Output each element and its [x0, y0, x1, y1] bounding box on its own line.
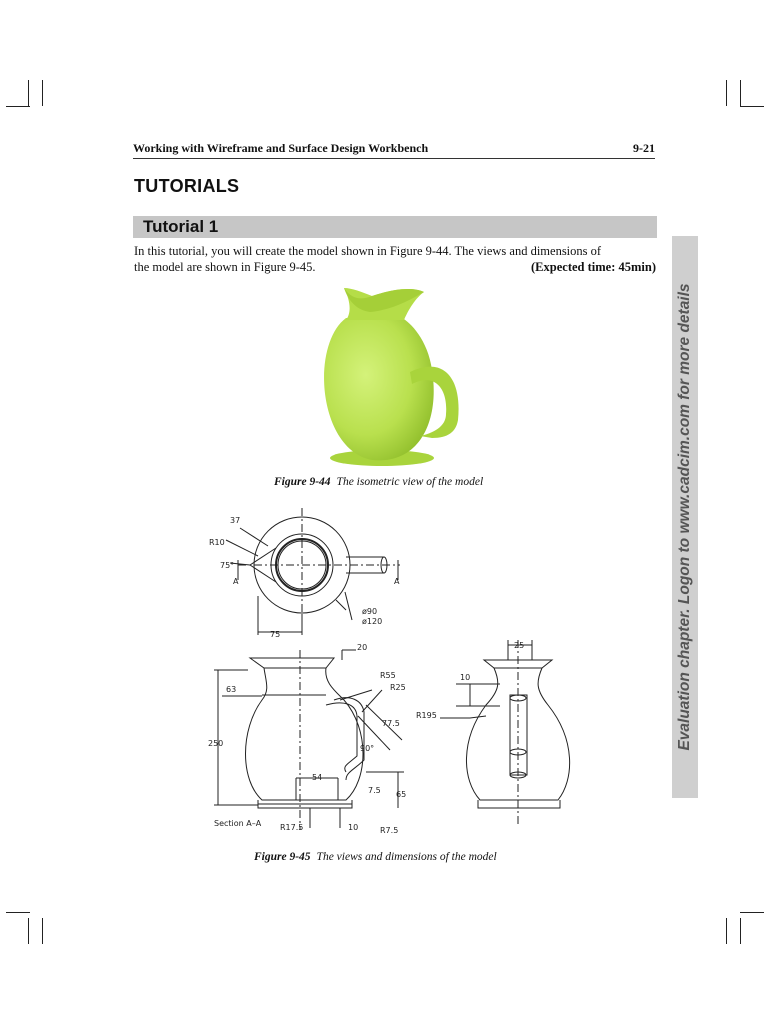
figure-44-text: The isometric view of the model [336, 476, 484, 488]
chapter-title: Working with Wireframe and Surface Design Workbench [133, 141, 429, 155]
section-title: TUTORIALS [134, 176, 240, 196]
section-mark-a-left: A [233, 577, 239, 586]
dim-65: 65 [396, 790, 407, 799]
dim-63: 63 [226, 685, 237, 694]
expected-time: (Expected time: 45min) [531, 260, 656, 274]
front-view [214, 650, 407, 830]
tutorial-heading: Tutorial 1 [143, 217, 219, 236]
intro-line-2: the model are shown in Figure 9-45. [134, 260, 316, 274]
dim-10: 10 [348, 823, 359, 832]
evaluation-sidebar-text: Evaluation chapter. Logon to www.cadcim.com for more details [676, 283, 693, 751]
dim-25: 25 [514, 641, 525, 650]
dim-20: 20 [357, 643, 368, 652]
figure-45-label: Figure 9-45 [254, 851, 311, 863]
dim-37: 37 [230, 516, 241, 525]
dim-75: 75 [270, 630, 281, 639]
figure-44-label: Figure 9-44 [274, 476, 331, 488]
dim-r25: R25 [390, 683, 406, 692]
dim-54: 54 [312, 773, 323, 782]
dim-r10: R10 [209, 538, 225, 547]
figure-45-caption [254, 851, 497, 863]
section-mark-a-right: A [394, 577, 400, 586]
dim-r17-5: R17.5 [280, 823, 304, 832]
dim-77-5: 77.5 [382, 719, 400, 728]
dim-250: 250 [208, 739, 224, 748]
side-view [440, 640, 570, 825]
dim-10-side: 10 [460, 673, 471, 682]
dim-dia90: ø90 [362, 607, 378, 616]
figure-45-text: The views and dimensions of the model [316, 851, 497, 863]
dim-r55: R55 [380, 671, 396, 680]
dim-75-angle: 75° [220, 561, 235, 570]
dim-90-angle: 90° [360, 744, 375, 753]
page-number: 9-21 [633, 141, 655, 155]
dim-dia120: ø120 [362, 617, 383, 626]
section-label: Section A–A [214, 819, 262, 828]
dim-r195: R195 [416, 711, 437, 720]
dim-r7-5: R7.5 [380, 826, 399, 835]
intro-line-1: In this tutorial, you will create the model shown in Figure 9-44. The views and dimensions of [134, 244, 602, 258]
dim-7-5: 7.5 [368, 786, 381, 795]
